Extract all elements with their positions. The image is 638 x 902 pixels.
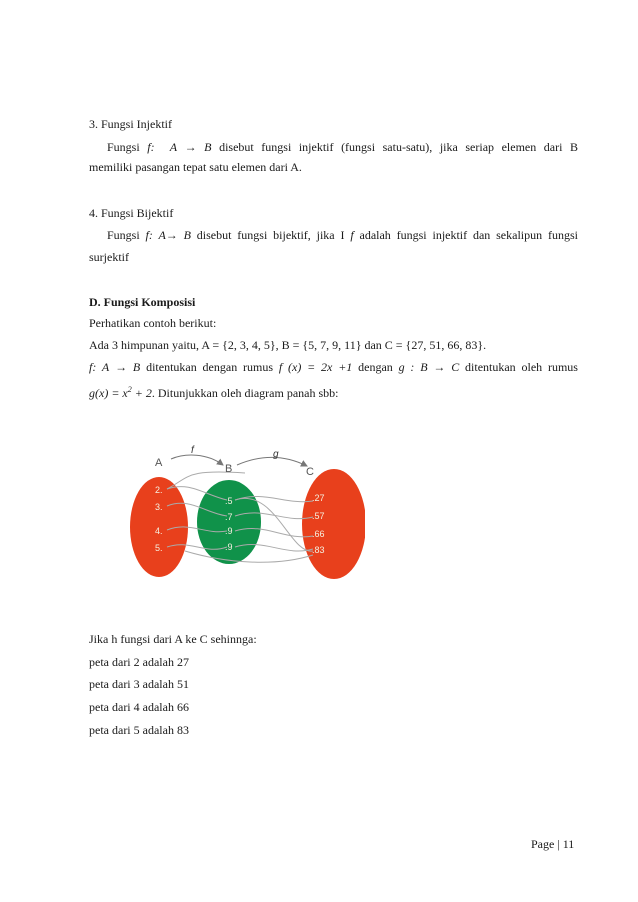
arrow-diagram <box>125 445 365 580</box>
formula-gx: $g(x) = x^2 + 2$ <box>89 385 152 400</box>
result-line: peta dari 2 adalah 27 <box>89 655 189 669</box>
set-c-item: .83 <box>312 545 325 555</box>
heading-injektif: 3. Fungsi Injektif <box>89 117 172 131</box>
label-set-c: C <box>306 466 314 478</box>
formula-g: g : B → C <box>398 360 460 374</box>
heading-bijektif: 4. Fungsi Bijektif <box>89 206 174 220</box>
label-set-a: A <box>155 457 163 469</box>
arrow-g <box>237 457 307 466</box>
set-c-ellipse <box>302 469 365 579</box>
label-g: g <box>273 449 279 460</box>
komposisi-g-line: $g(x) = x^2 + 2$. Ditunjukkan oleh diagram panah sbb: <box>89 385 339 400</box>
set-b-item: .5 <box>225 496 233 506</box>
injektif-definition-line2: memiliki pasangan tepat satu elemen dari A. <box>89 160 302 174</box>
bijektif-definition-line2: surjektif <box>89 250 129 264</box>
set-b-item: .9 <box>225 526 233 536</box>
komposisi-sets: Ada 3 himpunan yaitu, A = {2, 3, 4, 5}, B = {5, 7, 9, 11} dan C = {27, 51, 66, 83}. <box>89 338 487 352</box>
set-c-item: .27 <box>312 493 325 503</box>
set-b-item: .7 <box>225 512 233 522</box>
formula-fx: f (x) = 2x +1 <box>278 360 353 374</box>
label-f: f <box>191 445 194 456</box>
result-intro: Jika h fungsi dari A ke C sehinnga: <box>89 632 257 646</box>
komposisi-intro: Perhatikan contoh berikut: <box>89 316 217 330</box>
result-line: peta dari 5 adalah 83 <box>89 723 189 737</box>
set-a-item: 3. <box>155 502 163 512</box>
bijektif-definition-line1: Fungsi f: A→ B disebut fungsi bijektif, jika I f adalah fungsi injektif dan sekalipun fungsi <box>107 228 578 242</box>
result-line: peta dari 3 adalah 51 <box>89 677 189 691</box>
label-set-b: B <box>225 463 233 475</box>
set-c-item: .66 <box>312 529 325 539</box>
komposisi-rule-line: f: A → B ditentukan dengan rumus f (x) = 2x +1 dengan g : B → C ditentukan oleh rumus <box>89 360 578 374</box>
set-c-item: .57 <box>312 511 325 521</box>
result-line: peta dari 4 adalah 66 <box>89 700 189 714</box>
page-number: Page | 11 <box>531 837 575 851</box>
set-b-item: .9 <box>225 542 233 552</box>
heading-komposisi: D. Fungsi Komposisi <box>89 295 196 309</box>
arrow-f <box>171 455 223 465</box>
injektif-definition-line1: Fungsi f: A → B disebut fungsi injektif (fungsi satu-satu), jika seriap elemen dari B <box>107 140 579 154</box>
set-a-item: 5. <box>155 543 163 553</box>
set-a-item: 2. <box>155 485 163 495</box>
set-a-item: 4. <box>155 526 163 536</box>
